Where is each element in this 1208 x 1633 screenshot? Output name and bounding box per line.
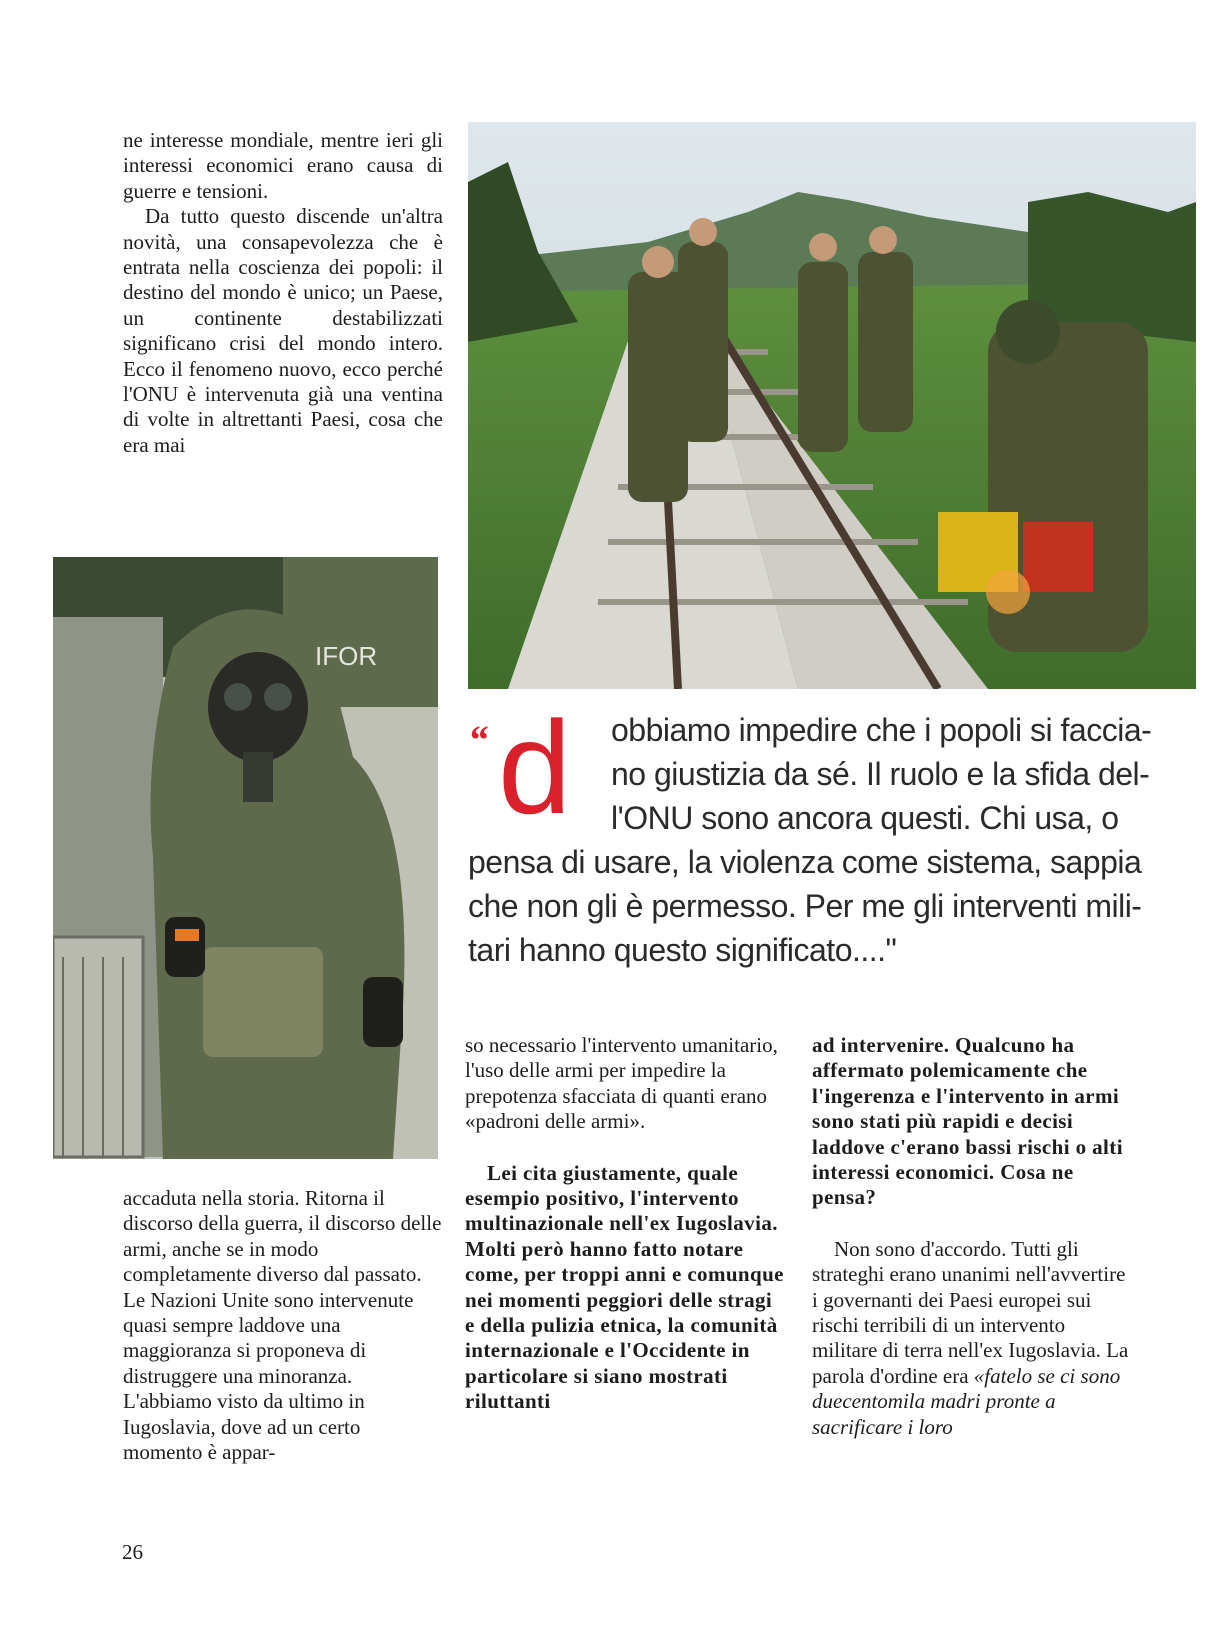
article-column-middle: [465, 1033, 787, 1415]
vehicle-marking-label: IFOR: [315, 641, 378, 671]
quote-line: pensa di usare, la violenza come sistema, sappia: [468, 844, 1142, 880]
paragraph: Da tutto questo discende un'altra novità, una consapevolezza che è entrata nella coscienza dei popoli: il destino del mondo è unico; un Paese, un continente destabilizzati significano crisi del mondo intero. Ecco il fenomeno nuovo, ecco perché l'ONU è intervenuta già una ventina di volte in altrettanti Paesi, cosa che era mai: [123, 204, 443, 457]
drop-cap: d: [498, 694, 571, 841]
quote-line: tari hanno questo significato....": [468, 932, 897, 968]
interview-question: ad intervenire. Qualcuno ha affermato polemicamente che l'ingerenza e l'intervento in armi sono stati più rapidi e decisi laddove c'erano bassi rischi o alti interessi economici. Cosa ne pensa?: [812, 1033, 1123, 1210]
article-column-bottom-left: [123, 1186, 443, 1465]
article-column-top-left: [123, 128, 443, 458]
paragraph: ne interesse mondiale, mentre ieri gli interessi economici erano causa di guerre e tensioni.: [123, 128, 443, 203]
article-column-right: [812, 1033, 1130, 1440]
photo-soldiers-railway: [468, 122, 1196, 689]
paragraph: so necessario l'intervento umanitario, l'uso delle armi per impedire la prepotenza sfacciata di quanti erano «padroni delle armi».: [465, 1033, 778, 1134]
quote-line: l'ONU sono ancora questi. Chi usa, o: [611, 800, 1119, 836]
quote-mark: “: [468, 717, 488, 762]
photo-soldier-gas-mask: [53, 557, 438, 1159]
paragraph: accaduta nella storia. Ritorna il discorso della guerra, il discorso delle armi, anche se in modo completamente diverso dal passato. Le Nazioni Unite sono intervenute quasi sempre laddove una maggioranza si proponeva di distruggere una minoranza. L'abbiamo visto da ultimo in Iugoslavia, dove ad un certo momento è appar-: [123, 1186, 442, 1465]
page-number: 26: [122, 1540, 143, 1564]
answer-quote: «fatelo se ci sono duecentomila madri pronte a sacrificare i loro: [812, 1363, 1121, 1439]
interview-question: Lei cita giustamente, quale esempio positivo, l'intervento multinazionale nell'ex Iugoslavia. Molti però hanno fatto notare come, per troppi anni e comunque nei momenti peggiori delle stragi e della pulizia etnica, la comunità internazionale e l'Occidente in particolare si siano mostrati riluttanti: [465, 1160, 784, 1414]
answer-text: Non sono d'accordo. Tutti gli strateghi erano unanimi nell'avvertire i governanti dei Paesi europei sui rischi terribili di un intervento militare di terra nell'ex Iugoslavia. La parola d'ordine era: [812, 1236, 1129, 1388]
interview-answer: [812, 1237, 1130, 1440]
quote-line: no giustizia da sé. Il ruolo e la sfida del-: [611, 756, 1150, 792]
quote-line: obbiamo impedire che i popoli si faccia-: [611, 712, 1152, 748]
quote-line: che non gli è permesso. Per me gli interventi mili-: [468, 888, 1142, 924]
